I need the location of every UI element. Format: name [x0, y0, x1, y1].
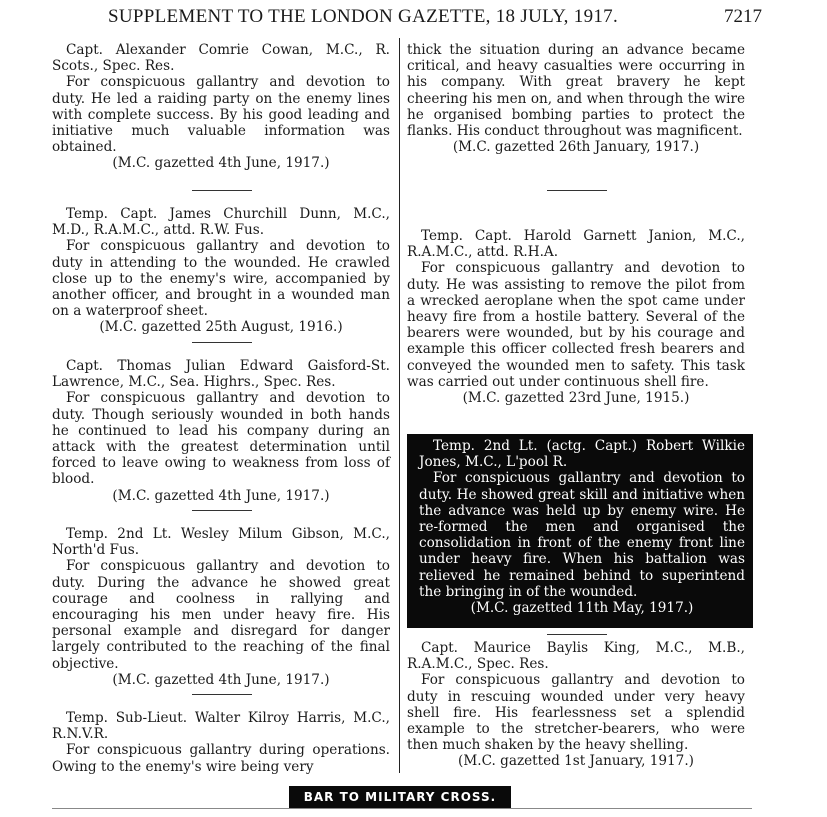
entry-gibson — [52, 526, 390, 688]
entry-name: Temp. Capt. James Churchill Dunn, M.C., M.D., R.A.M.C., attd. R.W. Fus. — [52, 206, 390, 239]
entry-king — [407, 640, 745, 770]
entry-citation: thick the situation during an advance became critical, and heavy casualties were occurring in his company. With great bravery he kept cheering his men on, and when through the wire he organised bombing parties to protect the flanks. His conduct throughout was magnificent. — [407, 42, 745, 140]
entry-janion — [407, 228, 745, 406]
entry-gazette-date: (M.C. gazetted 25th August, 1916.) — [99, 319, 343, 336]
entry-name: Temp. Capt. Harold Garnett Janion, M.C., R.A.M.C., attd. R.H.A. — [407, 228, 745, 261]
entry-citation: For conspicuous gallantry and devotion to duty. He showed great skill and initiative when the advance was held up by enemy wire. He re-formed the men and organised the consolidation in front of the enemy front line under heavy fire. When his battalion was relieved he remained behind to superintend the bringing in of the wounded. — [419, 470, 745, 600]
entry-separator — [192, 694, 252, 695]
entry-citation: For conspicuous gallantry and devotion to duty. He was assisting to remove the pilot from a wrecked aeroplane when the spot came under heavy fire from a hostile battery. Several of the bearers were wounded, but by his courage and example this officer collected fresh bearers and conveyed the wounded men to safety. This task was carried out under continuous shell fire. — [407, 260, 745, 390]
entry-separator — [547, 190, 607, 191]
bottom-cutoff-rule — [52, 808, 752, 809]
entry-gazette-date: (M.C. gazetted 4th June, 1917.) — [112, 155, 330, 172]
entry-name: Capt. Maurice Baylis King, M.C., M.B., R.A.M.C., Spec. Res. — [407, 640, 745, 673]
entry-separator — [192, 342, 252, 343]
entry-citation: For conspicuous gallantry and devotion to duty. Though seriously wounded in both hands he continued to lead his company during an attack with the greatest determination until forced to leave owing to weakness from loss of blood. — [52, 390, 390, 488]
page-title: SUPPLEMENT TO THE LONDON GAZETTE, 18 JULY, 1917. — [108, 6, 619, 27]
entry-name: Capt. Thomas Julian Edward Gaisford-St. Lawrence, M.C., Sea. Highrs., Spec. Res. — [52, 358, 390, 391]
entry-gazette-date: (M.C. gazetted 26th January, 1917.) — [452, 139, 700, 156]
entry-harris — [52, 710, 390, 775]
entry-citation: For conspicuous gallantry and devotion to duty. During the advance he showed great courage and coolness in rallying and encouraging his men under heavy fire. His personal example and disregard for danger largely contributed to the reaching of the final objective. — [52, 558, 390, 672]
column-divider — [399, 38, 400, 773]
highlighted-entry-jones — [407, 434, 753, 628]
entry-cowan — [52, 42, 390, 172]
entry-separator — [192, 190, 252, 191]
entry-gazette-date: (M.C. gazetted 4th June, 1917.) — [112, 671, 330, 688]
entry-dunn — [52, 206, 390, 336]
entry-gazette-date: (M.C. gazetted 1st January, 1917.) — [458, 753, 694, 770]
entry-jones — [419, 438, 745, 616]
entry-name: Capt. Alexander Comrie Cowan, M.C., R. Scots., Spec. Res. — [52, 42, 390, 75]
entry-name: Temp. Sub-Lieut. Walter Kilroy Harris, M.C., R.N.V.R. — [52, 710, 390, 743]
entry-gazette-date: (M.C. gazetted 4th June, 1917.) — [112, 487, 330, 504]
gazette-header — [0, 4, 827, 32]
section-heading-bar: BAR TO MILITARY CROSS. — [289, 786, 511, 808]
entry-name: Temp. 2nd Lt. Wesley Milum Gibson, M.C., North'd Fus. — [52, 526, 390, 559]
entry-gazette-date: (M.C. gazetted 11th May, 1917.) — [470, 600, 694, 617]
entry-citation: For conspicuous gallantry and devotion to duty. He led a raiding party on the enemy lines with complete success. By his good leading and initiative much valuable information was obtained. — [52, 74, 390, 156]
entry-citation: For conspicuous gallantry and devotion to duty in attending to the wounded. He crawled close up to the enemy's wire, accompanied by another officer, and brought in a wounded man on a waterproof sheet. — [52, 238, 390, 320]
entry-harris-continued — [407, 42, 745, 155]
entry-separator — [547, 634, 607, 635]
entry-citation: For conspicuous gallantry and devotion to duty in rescuing wounded under very heavy shell fire. His fearlessness set a splendid example to the stretcher-bearers, who were then much shaken by the heavy shelling. — [407, 672, 745, 754]
entry-gazette-date: (M.C. gazetted 23rd June, 1915.) — [462, 390, 690, 407]
entry-gaisford — [52, 358, 390, 504]
page-number: 7217 — [724, 6, 762, 27]
entry-citation: For conspicuous gallantry during operations. Owing to the enemy's wire being very — [52, 742, 390, 775]
entry-name: Temp. 2nd Lt. (actg. Capt.) Robert Wilkie Jones, M.C., L'pool R. — [419, 438, 745, 471]
entry-separator — [192, 510, 252, 511]
